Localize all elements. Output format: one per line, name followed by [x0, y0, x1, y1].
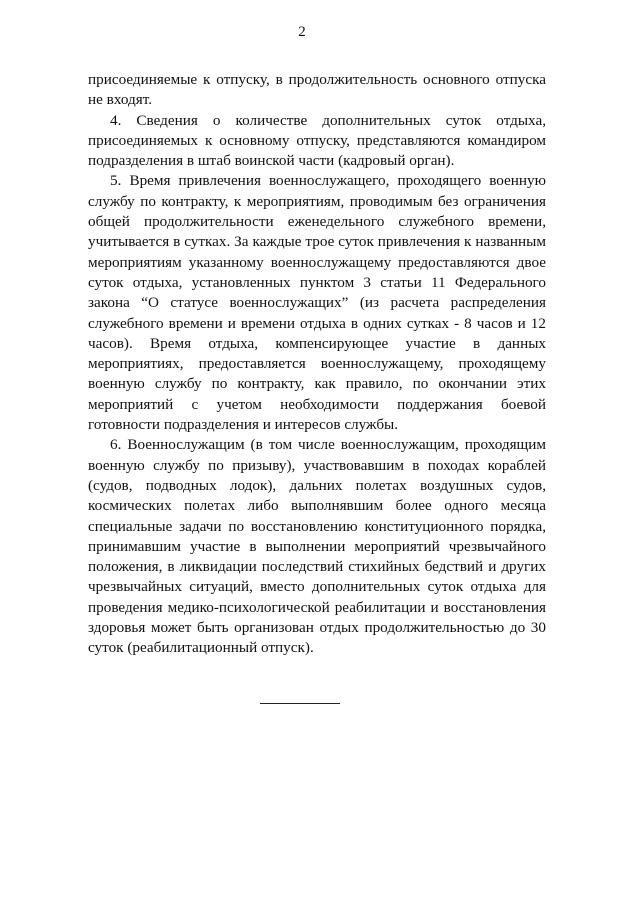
page-number: 2 — [298, 24, 306, 40]
paragraph-item-4: 4. Сведения о количестве дополнительных суток отдыха, присоединяемых к основному отпуску, представляются командиром подразделения в штаб воинской части (кадровый орган). — [88, 111, 546, 170]
document-body — [88, 70, 546, 659]
paragraph-item-5: 5. Время привлечения военнослужащего, проходящего военную службу по контракту, к мероприятиям, проводимым без ограничения общей продолжительности еженедельного служебного времени, учитывается в сутках. За каждые трое суток привлечения к названным мероприятиям указанному военнослужащему предоставляются двое суток отдыха, установленных пунктом 3 статьи 11 Федерального закона “О статусе военнослужащих” (из расчета распределения служебного времени и времени отдыха в одних сутках - 8 часов и 12 часов). Время отдыха, компенсирующее участие в данных мероприятиях, предоставляется военнослужащему, проходящему военную службу по контракту, как правило, по окончании этих мероприятий с учетом необходимости поддержания боевой готовности подразделения и интересов службы. — [88, 172, 546, 434]
paragraph-item-6: 6. Военнослужащим (в том числе военнослужащим, проходящим военную службу по призыву), участвовавшим в походах кораблей (судов, подводных лодок), дальних полетах воздушных судов, космических полетах либо выполнявшим более одного месяца специальные задачи по восстановлению конституционного порядка, принимавшим участие в выполнении мероприятий чрезвычайного положения, в ликвидации последствий стихийных бедствий и других чрезвычайных ситуаций, вместо дополнительных суток отдыха для проведения медико-психологической реабилитации и восстановления здоровья может быть организован отдых продолжительностью до 30 суток (реабилитационный отпуск). — [88, 436, 546, 657]
closing-divider — [260, 703, 340, 704]
paragraph-continuation: присоединяемые к отпуску, в продолжительность основного отпуска не входят. — [88, 71, 546, 109]
